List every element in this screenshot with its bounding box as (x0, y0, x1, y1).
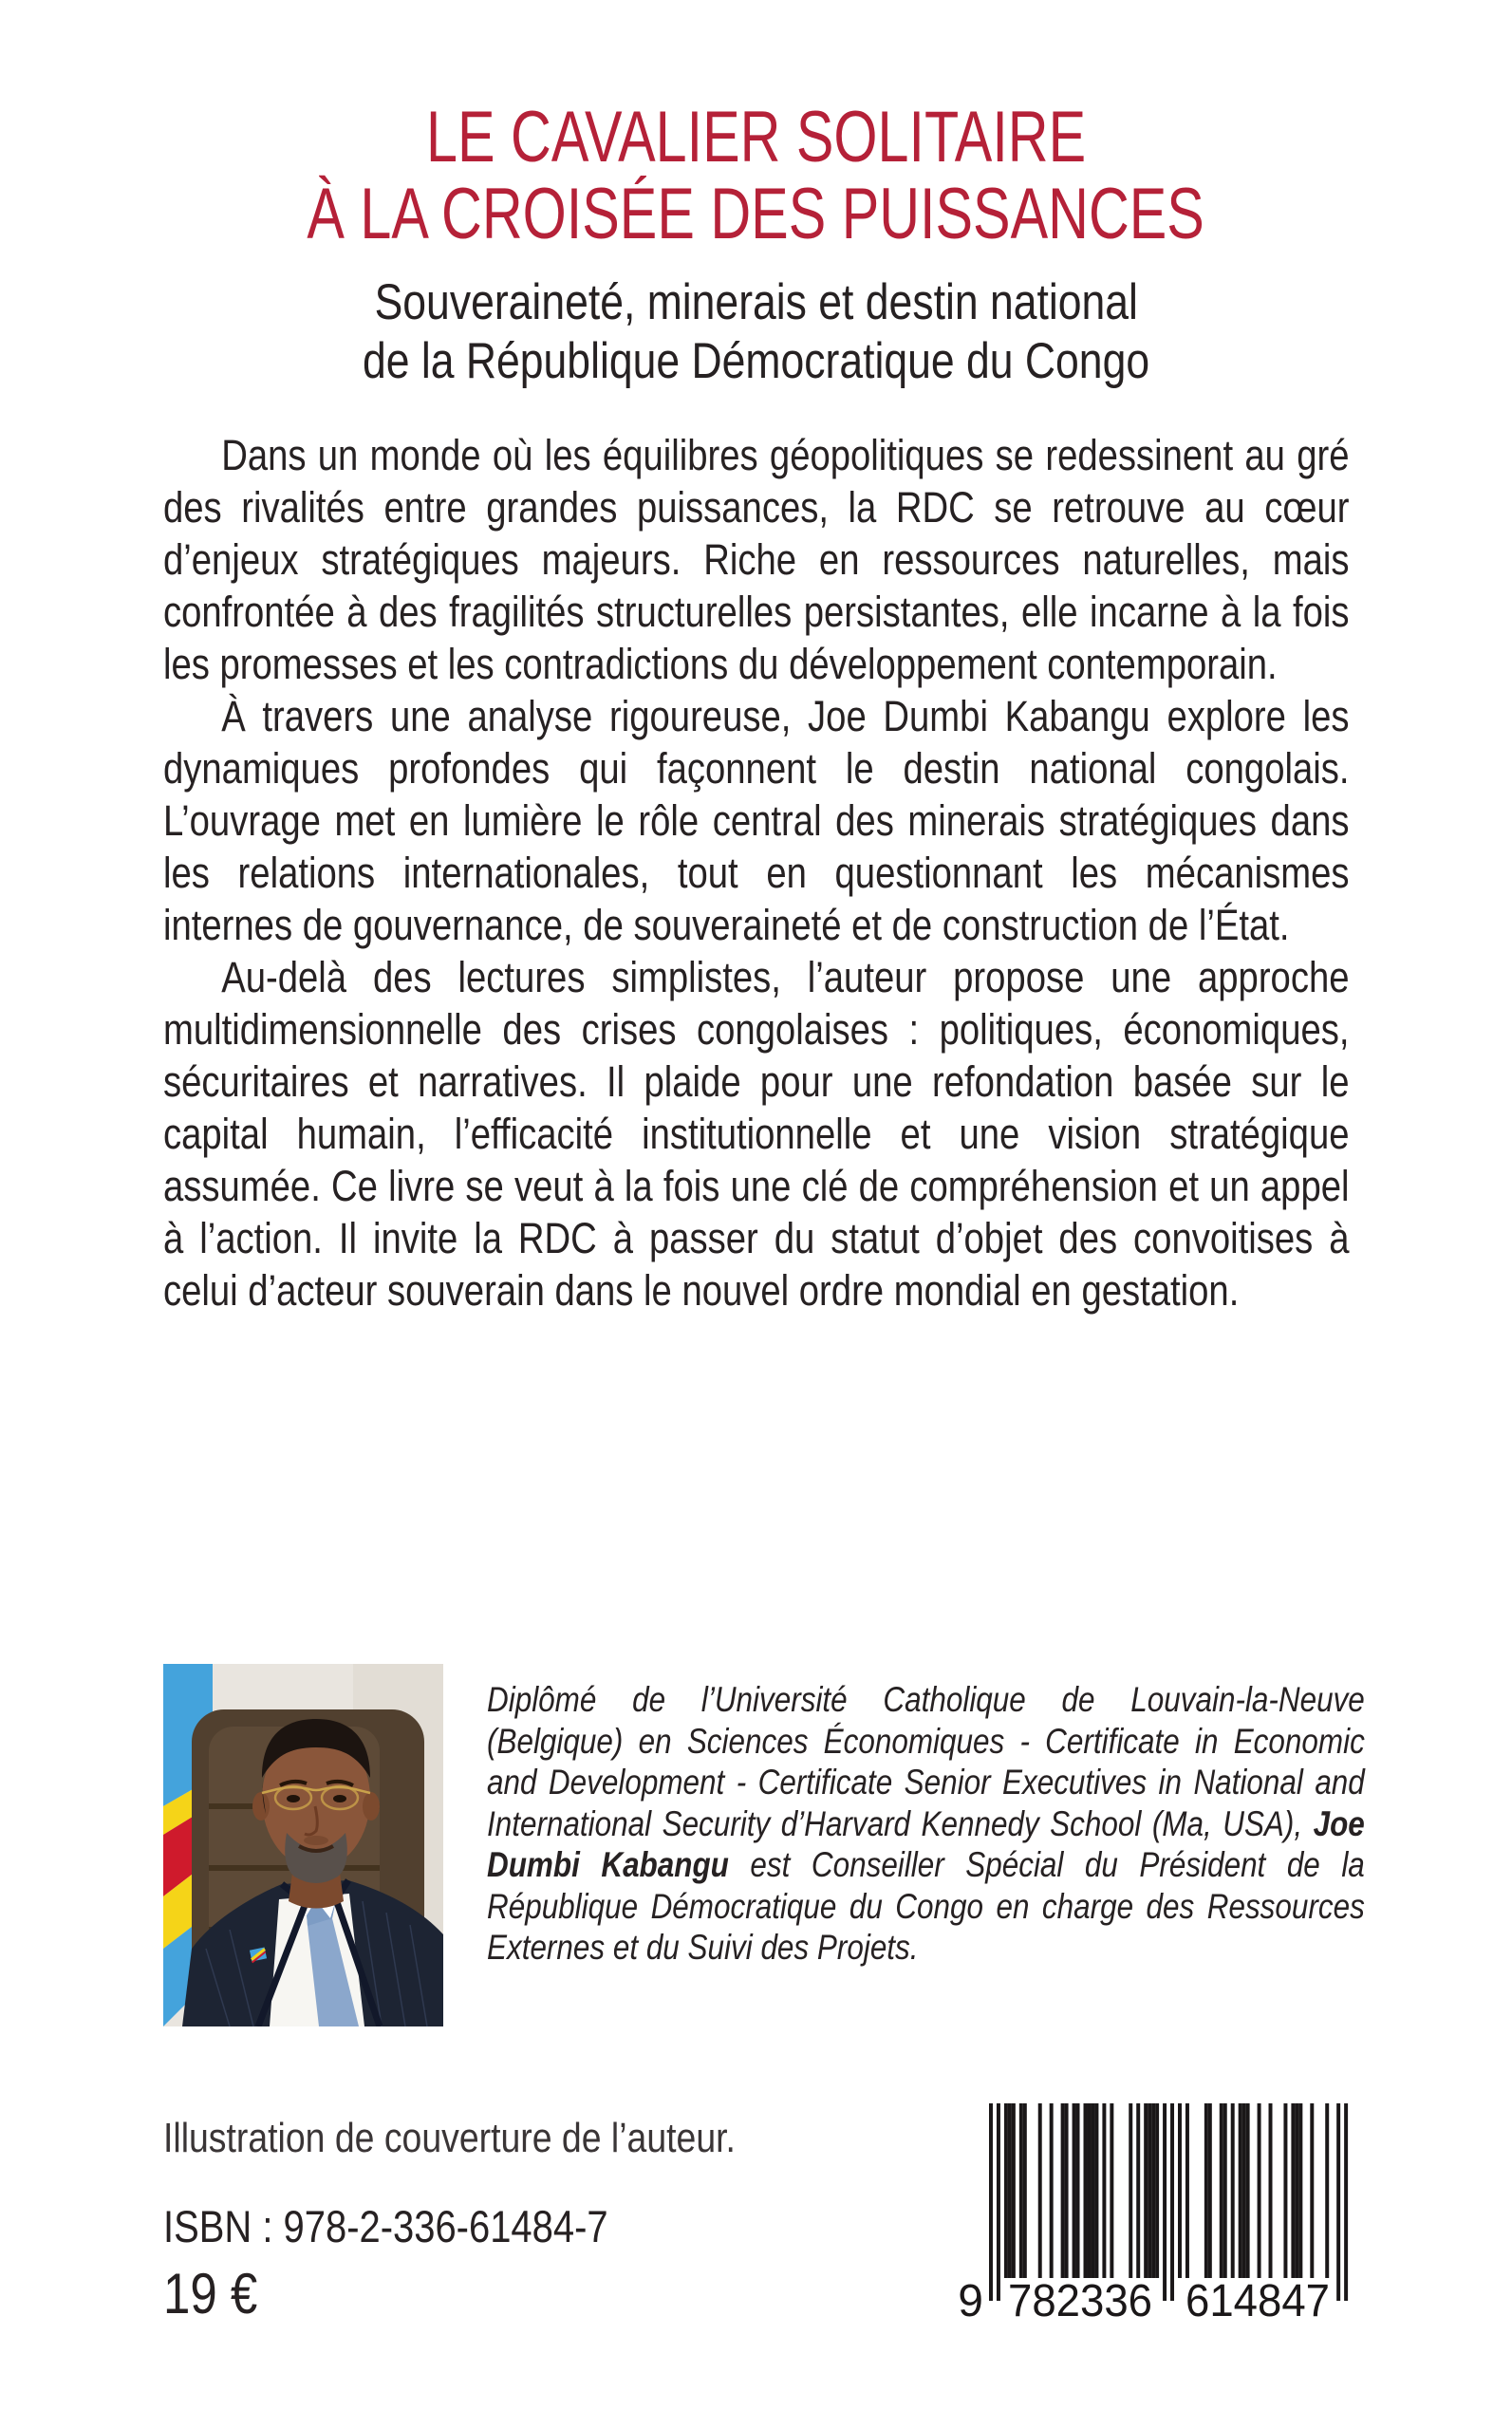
bio-text-lead: Diplômé de l’Université Catholique de Louvain-la-Neuve (Belgique) en Sciences Économiques - Certificate in Economic and Development - Certificate Senior Executives in National and International Security d’Harvard Kennedy School (Ma, USA), (487, 1680, 1365, 1843)
book-title (0, 99, 1512, 252)
book-title-line1: LE CAVALIER SOLITAIRE (425, 97, 1087, 177)
book-subtitle-line1: Souveraineté, minerais et destin national (374, 274, 1138, 330)
author-bio-text (487, 1664, 1365, 2026)
book-title-line2: À LA CROISÉE DES PUISSANCES (307, 174, 1205, 254)
synopsis (163, 429, 1350, 1317)
isbn: ISBN : 978-2-336-61484-7 (163, 2201, 608, 2251)
ean13-barcode (955, 2103, 1352, 2322)
author-name: Joe Dumbi Kabangu (487, 1803, 1365, 1884)
author-photo (163, 1664, 443, 2026)
synopsis-paragraph-3: Au-delà des lectures simplistes, l’auteur propose une approche multidimensionnelle des crises congolaises : politiques, économiques, sécuritaires et narratives. Il plaide pour une refondation basée sur le capital humain, l’efficacité institutionnelle et une vision stratégique assumée. Ce livre se veut à la fois une clé de compréhension et un appel à l’action. Il invite la RDC à passer du statut d’objet des convoitises à celui d’acteur souverain dans le nouvel ordre mondial en gestation. (163, 953, 1350, 1315)
synopsis-paragraph-1: Dans un monde où les équilibres géopolitiques se redessinent au gré des rivalités entre grandes puissances, la RDC se retrouve au cœur d’enjeux stratégiques majeurs. Riche en ressources naturelles, mais confrontée à des fragilités structurelles persistantes, elle incarne à la fois les promesses et les contradictions du développement contemporain. (163, 431, 1350, 688)
synopsis-paragraph-2: À travers une analyse rigoureuse, Joe Dumbi Kabangu explore les dynamiques profondes qui façonnent le destin national congolais. L’ouvrage met en lumière le rôle central des minerais stratégiques dans les relations internationales, tout en questionnant les mécanismes internes de gouvernance, de souveraineté et de construction de l’État. (163, 692, 1350, 949)
price: 19 € (163, 2262, 258, 2325)
author-bio-section (163, 1664, 1365, 2026)
barcode-digits-left: 782336 (1008, 2276, 1152, 2322)
illustration-credit: Illustration de couverture de l’auteur. (163, 2115, 736, 2161)
barcode-digit-lead: 9 (958, 2276, 983, 2322)
book-subtitle (0, 273, 1512, 391)
book-subtitle-line2: de la République Démocratique du Congo (362, 333, 1150, 389)
barcode-digits-right: 614847 (1185, 2276, 1330, 2322)
bio-text-tail: est Conseiller Spécial du Président de la République Démocratique du Congo en charge des Ressources Externes et du Suivi des Projets. (487, 1845, 1365, 1967)
